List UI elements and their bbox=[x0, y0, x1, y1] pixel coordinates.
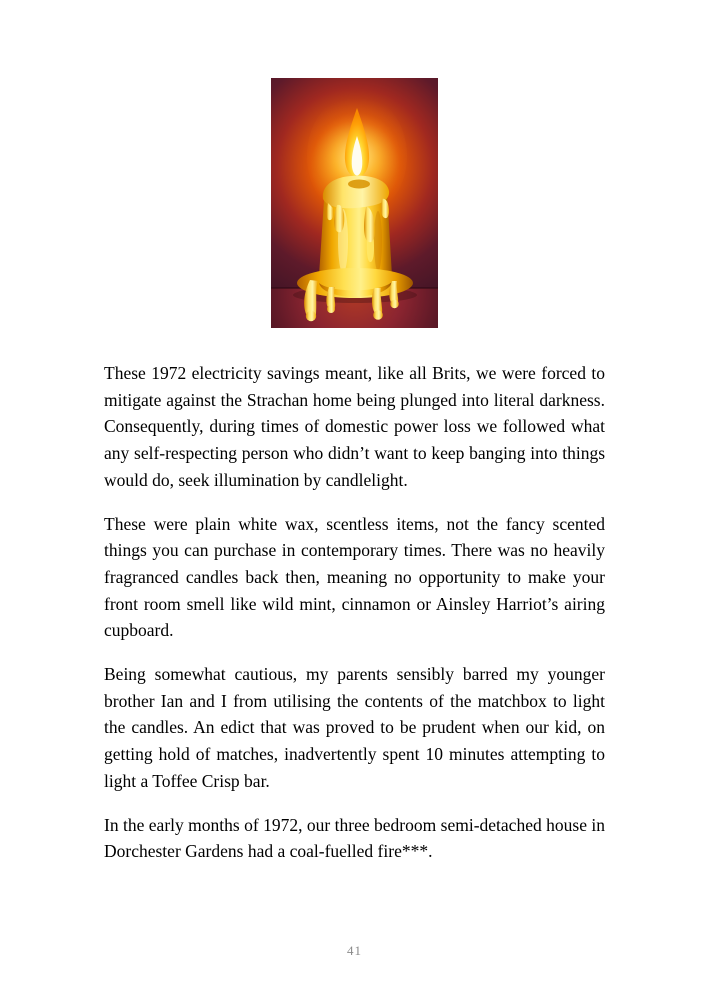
paragraph-2: These were plain white wax, scentless items, not the fancy scented things you can purchase in contemporary times. There was no heavily fragranced candles back then, meaning no opportunity to make your front room smell like wild mint, cinnamon or Ainsley Harriot’s airing cupboard. bbox=[104, 513, 605, 641]
paragraph-4: In the early months of 1972, our three bedroom semi-detached house in Dorchester Gardens had a coal-fuelled fire***. bbox=[104, 814, 605, 862]
candle-illustration bbox=[271, 78, 438, 328]
candle-image bbox=[271, 78, 438, 328]
page-number: 41 bbox=[347, 943, 362, 958]
paragraph-3: Being somewhat cautious, my parents sensibly barred my younger brother Ian and I from utilising the contents of the matchbox to light the candles. An edict that was proved to be prudent when our kid, on getting hold of matches, inadvertently spent 10 minutes attempting to light a Toffee Crisp bar. bbox=[104, 664, 605, 791]
paragraph-1: These 1972 electricity savings meant, like all Brits, we were forced to mitigate against the Strachan home being plunged into literal darkness. Consequently, during times of domestic power loss we followed what any self-respecting person who didn’t want to keep banging into things would do, seek illumination by candlelight. bbox=[104, 363, 605, 490]
body-text bbox=[104, 360, 605, 882]
